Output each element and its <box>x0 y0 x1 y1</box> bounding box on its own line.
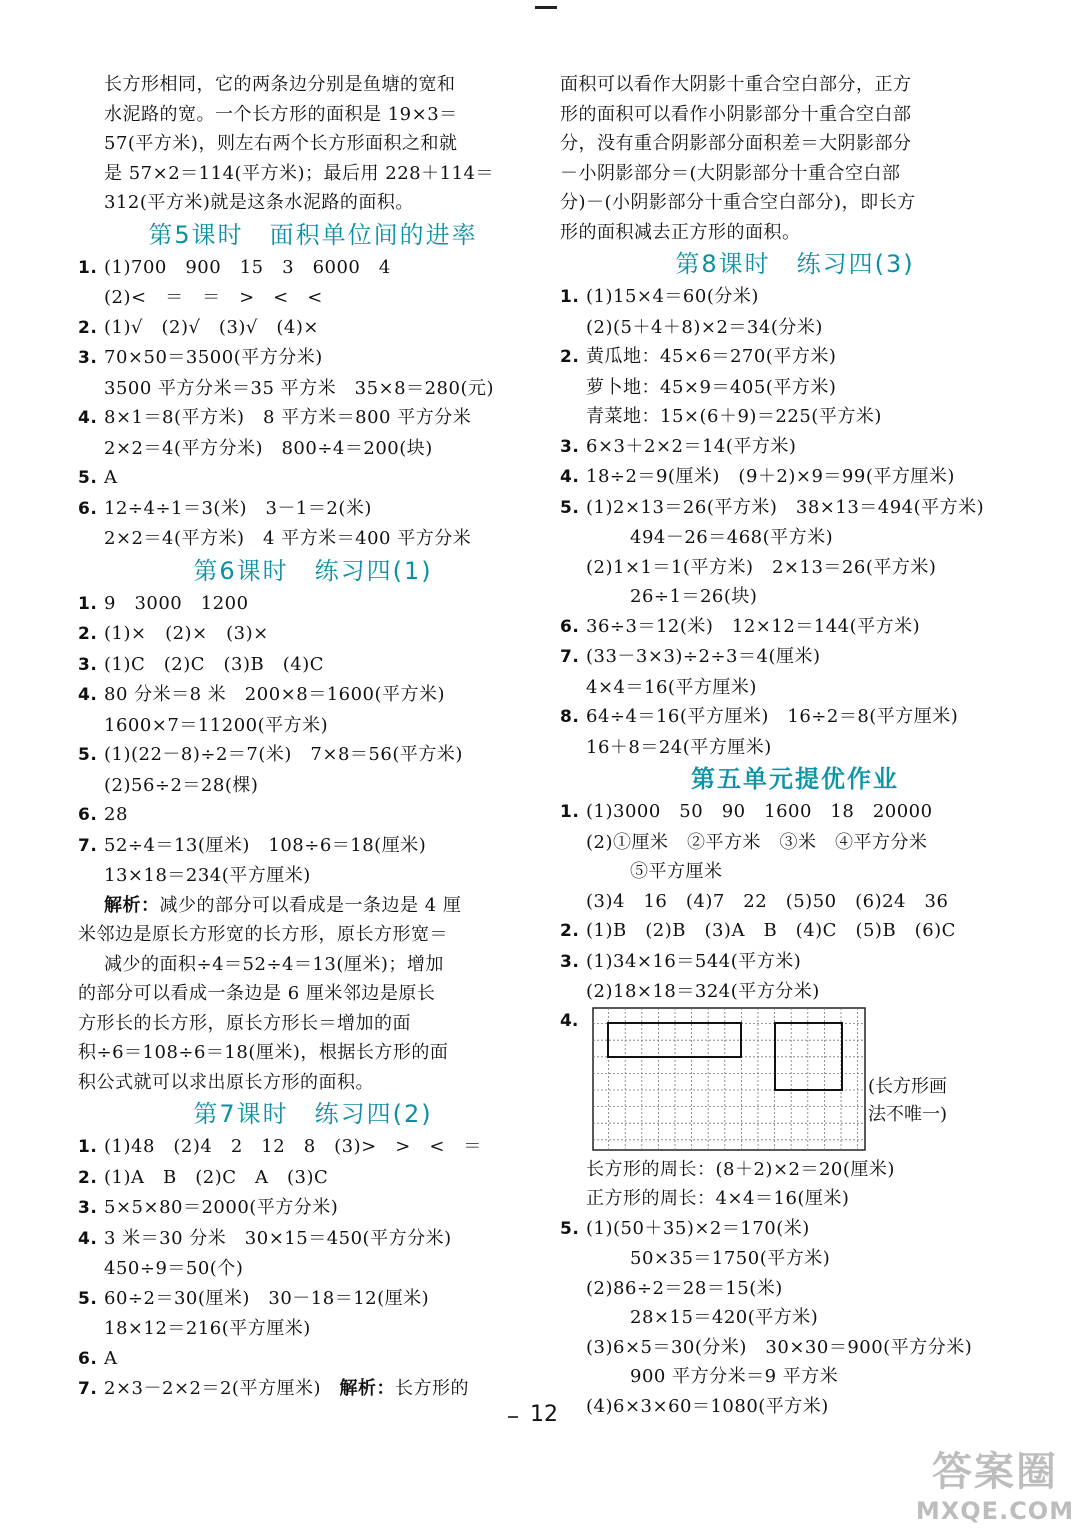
grid-figure <box>560 1007 1030 1155</box>
unit-5-answers <box>560 797 1030 1007</box>
list-item <box>78 619 548 650</box>
heading-lesson-6: 第6课时 练习四(1) <box>193 556 433 585</box>
answer-text: (2)56÷2＝28(棵) <box>104 774 259 796</box>
answer-text: 70×50＝3500(平方分米) <box>104 347 323 368</box>
list-number: 5. <box>78 1288 98 1309</box>
answer-text: A <box>104 1347 118 1369</box>
list-item <box>560 1214 1030 1245</box>
answer-text: (1)B (2)B (3)A B (4)C (5)B (6)C <box>586 920 956 941</box>
list-item <box>78 494 548 525</box>
list-item <box>560 916 1030 947</box>
list-number: 2. <box>560 347 580 367</box>
list-item <box>78 463 548 494</box>
answer-text: (1)C (2)C (3)B (4)C <box>104 653 325 675</box>
list-item <box>560 282 1030 313</box>
analysis-line: 解析：减少的部分可以看成是一条边是 4 厘 <box>104 894 462 916</box>
list-number: 5. <box>560 1218 580 1239</box>
analysis-line: 减少的面积÷4＝52÷4＝13(厘米)；增加 <box>104 953 444 975</box>
answer-text: (1)× (2)× (3)× <box>104 623 269 644</box>
answer-text: 4×4＝16(平方厘米) <box>586 676 757 698</box>
list-number: 2. <box>78 1167 98 1188</box>
list-item <box>78 740 548 771</box>
list-number: 1. <box>78 257 98 278</box>
list-item: 分，没有重合阴影部分面积差＝大阴影部分 <box>560 133 912 154</box>
list-item <box>78 1344 548 1375</box>
answer-text: 9 3000 1200 <box>104 592 249 614</box>
answer-text: 青菜地：15×(6＋9)＝225(平方米) <box>586 406 882 427</box>
list-item <box>78 711 548 741</box>
list-item <box>560 977 1030 1007</box>
list-item <box>78 313 548 344</box>
analysis-line: 米邻边是原长方形宽的长方形，原长方形宽＝ <box>78 924 448 945</box>
page-dash <box>508 1416 518 1418</box>
left-intro <box>78 70 548 218</box>
list-number: 4. <box>78 408 98 428</box>
list-item <box>78 343 548 374</box>
list-item: 水泥路的宽。一个长方形的面积是 19×3＝ <box>104 103 458 125</box>
list-number: 6. <box>560 616 580 637</box>
analysis-line: 的部分可以看成一条边是 6 厘米邻边是原长 <box>78 983 436 1004</box>
answer-text: 长方形的周长：(8＋2)×2＝20(厘米) <box>586 1158 895 1180</box>
list-number: 3. <box>78 1198 98 1218</box>
list-number: 8. <box>560 707 580 727</box>
answer-text: (1)34×16＝544(平方米) <box>586 950 802 972</box>
list-item <box>560 733 1030 763</box>
list-number: 6. <box>78 1348 98 1369</box>
list-item: 57(平方米)，则左右两个长方形面积之和就 <box>104 133 458 154</box>
unit-5-answers-cont <box>560 1155 1030 1422</box>
list-number: 3. <box>78 654 98 675</box>
answer-text: (3)6×5＝30(分米) 30×30＝900(平方分米) <box>586 1336 973 1358</box>
list-item <box>560 582 1030 612</box>
list-number: 1. <box>560 287 580 307</box>
list-item: 分)－(小阴影部分十重合空白部分)，即长方 <box>560 192 916 213</box>
list-number: 6. <box>78 498 98 519</box>
list-item <box>560 828 1030 858</box>
lesson-6-analysis <box>78 920 548 1097</box>
answer-text: 12÷4÷1＝3(米) 3－1＝2(米) <box>104 497 372 519</box>
analysis-line: 积公式就可以求出原长方形的面积。 <box>78 1071 374 1093</box>
list-item: 是 57×2＝114(平方米)；最后用 228＋114＝ <box>104 162 494 184</box>
answer-text: 6×3＋2×2＝14(平方米) <box>586 435 797 457</box>
list-item <box>560 493 1030 524</box>
heading-lesson-5: 第5课时 面积单位间的进率 <box>148 220 478 249</box>
answer-text: 5×5×80＝2000(平方分米) <box>104 1197 339 1218</box>
list-number: 3. <box>78 348 98 368</box>
list-item <box>560 313 1030 343</box>
answer-text: (2)(5＋4＋8)×2＝34(分米) <box>586 316 823 338</box>
list-item <box>78 283 548 313</box>
list-item <box>560 1155 1030 1185</box>
list-number: 1. <box>560 802 580 822</box>
right-intro <box>560 70 1030 247</box>
answer-text: 50×35＝1750(平方米) <box>630 1248 831 1269</box>
list-item <box>78 1224 548 1255</box>
list-item <box>560 1303 1030 1333</box>
answer-text: 8×1＝8(平方米) 8 平方米＝800 平方分米 <box>104 407 472 428</box>
grid-note: (长方形画 法不唯一) <box>868 1075 948 1125</box>
list-item <box>78 434 548 464</box>
answer-text: (1)(22－8)÷2＝7(米) 7×8＝56(平方米) <box>104 744 463 765</box>
answer-text: 28 <box>104 804 128 825</box>
answer-text: 2×2＝4(平方分米) 800÷4＝200(块) <box>104 437 433 459</box>
list-item <box>560 1362 1030 1392</box>
answer-text: (2)18×18＝324(平方分米) <box>586 981 820 1002</box>
list-number: 5. <box>560 497 580 518</box>
list-item <box>78 1132 548 1163</box>
answer-text: 3 米＝30 分米 30×15＝450(平方分米) <box>104 1227 452 1249</box>
list-item <box>78 680 548 711</box>
list-item <box>560 1274 1030 1304</box>
list-item <box>560 402 1030 432</box>
list-item: 形的面积可以看作小阴影部分十重合空白部 <box>560 103 912 125</box>
list-item <box>78 524 548 554</box>
list-number: 3. <box>560 951 580 972</box>
analysis-line: 积÷6＝108÷6＝18(厘米)，根据长方形的面 <box>78 1042 449 1063</box>
lesson-5-answers <box>78 253 548 554</box>
answer-text: 36÷3＝12(米) 12×12＝144(平方米) <box>586 615 921 637</box>
list-number: 4. <box>78 685 98 705</box>
answer-text: 64÷4＝16(平方厘米) 16÷2＝8(平方厘米) <box>586 706 959 727</box>
answer-text: 80 分米＝8 米 200×8＝1600(平方米) <box>104 684 446 705</box>
answer-text: 2×2＝4(平方米) 4 平方米＝400 平方分米 <box>104 528 472 549</box>
list-item <box>560 1244 1030 1274</box>
list-item <box>560 342 1030 373</box>
answer-text: (2)< ＝ ＝ > < < <box>104 287 323 308</box>
answer-text: 正方形的周长：4×4＝16(厘米) <box>586 1188 850 1209</box>
heading-lesson-7: 第7课时 练习四(2) <box>193 1100 433 1128</box>
list-number: 4. <box>560 1010 579 1031</box>
list-item <box>560 1184 1030 1214</box>
list-item <box>560 1392 1030 1422</box>
answer-text: (1)3000 50 90 1600 18 20000 <box>586 801 933 822</box>
answer-text: 26÷1＝26(块) <box>630 586 758 607</box>
list-item <box>78 374 548 404</box>
answer-text: 900 平方分米＝9 平方米 <box>630 1366 839 1387</box>
list-number: 3. <box>560 436 580 457</box>
answer-text: (33－3×3)÷2÷3＝4(厘米) <box>586 646 821 667</box>
answer-text: A <box>104 467 118 488</box>
answer-text: (1)700 900 15 3 6000 4 <box>104 256 391 278</box>
list-item <box>560 462 1030 493</box>
heading-lesson-8: 第8课时 练习四(3) <box>675 250 915 278</box>
list-number: 7. <box>560 647 580 667</box>
grid-drawing <box>592 1007 872 1153</box>
lesson-6-answers <box>78 589 548 891</box>
list-number: 2. <box>560 921 580 941</box>
lesson-7-answers <box>78 1132 548 1374</box>
analysis-line: 方形长的长方形，原长方形长＝增加的面 <box>78 1012 411 1034</box>
list-number: 2. <box>78 317 98 338</box>
answer-text: (3)4 16 (4)7 22 (5)50 (6)24 36 <box>586 890 949 912</box>
list-number: 7. <box>78 835 98 856</box>
answer-text: 28×15＝420(平方米) <box>630 1307 819 1328</box>
list-item: 长方形相同，它的两条边分别是鱼塘的宽和 <box>104 74 456 95</box>
list-number: 1. <box>78 1137 98 1157</box>
list-item <box>78 403 548 434</box>
answer-text: 494－26＝468(平方米) <box>630 527 834 548</box>
list-item: 形的面积减去正方形的面积。 <box>560 221 801 243</box>
list-number: 4. <box>78 1228 98 1249</box>
answer-text: 3500 平方分米＝35 平方米 35×8＝280(元) <box>104 377 494 399</box>
list-item <box>78 771 548 801</box>
list-item: 312(平方米)就是这条水泥路的面积。 <box>104 192 414 213</box>
answer-text: 1600×7＝11200(平方米) <box>104 714 329 736</box>
list-number: 4. <box>560 467 580 487</box>
answer-text: (1)A B (2)C A (3)C <box>104 1166 329 1188</box>
list-item <box>560 797 1030 828</box>
list-item <box>78 831 548 862</box>
list-number: 5. <box>78 745 98 765</box>
watermark-logo: 答案圈 MXQE.COM <box>915 1449 1075 1525</box>
answer-text: (1)√ (2)√ (3)√ (4)× <box>104 316 319 338</box>
list-item <box>560 857 1030 887</box>
answer-text: (2)1×1＝1(平方米) 2×13＝26(平方米) <box>586 556 937 578</box>
answer-text: (1)(50＋35)×2＝170(米) <box>586 1217 810 1239</box>
answer-text: (2)①厘米 ②平方米 ③米 ④平方分米 <box>586 831 928 853</box>
list-item <box>560 887 1030 917</box>
list-item <box>78 253 548 284</box>
answer-text: ⑤平方厘米 <box>630 861 723 882</box>
list-item <box>560 702 1030 733</box>
list-item <box>560 673 1030 703</box>
list-item <box>78 800 548 831</box>
list-item <box>560 523 1030 553</box>
list-item: －小阴影部分＝(大阴影部分十重合空白部 <box>560 162 901 184</box>
answer-text: (1)15×4＝60(分米) <box>586 286 759 307</box>
answer-text: 450÷9＝50(个) <box>104 1258 244 1279</box>
list-item <box>560 642 1030 673</box>
answer-text: (1)48 (2)4 2 12 8 (3)> > < ＝ <box>104 1136 482 1157</box>
list-number: 1. <box>78 593 98 614</box>
list-item <box>560 1333 1030 1363</box>
right-column <box>560 70 1030 1421</box>
answer-text: 黄瓜地：45×6＝270(平方米) <box>586 346 837 367</box>
answer-text: 萝卜地：45×9＝405(平方米) <box>586 376 837 398</box>
answer-text: 18÷2＝9(厘米) (9＋2)×9＝99(平方厘米) <box>586 466 955 487</box>
list-item <box>560 553 1030 583</box>
heading-unit-5: 第五单元提优作业 <box>691 765 899 793</box>
list-item <box>78 861 548 891</box>
list-number: 2. <box>78 624 98 644</box>
answer-text: 18×12＝216(平方厘米) <box>104 1318 311 1339</box>
list-item <box>78 650 548 681</box>
list-item: 面积可以看作大阴影十重合空白部分，正方 <box>560 74 912 95</box>
list-item <box>78 1314 548 1344</box>
answer-text: (1)2×13＝26(平方米) 38×13＝494(平方米) <box>586 496 985 518</box>
page-number: 12 <box>530 1402 558 1427</box>
lesson-8-answers <box>560 282 1030 762</box>
list-item: 7. 2×3－2×2＝2(平方厘米) 解析：长方形的 <box>78 1378 469 1399</box>
list-item <box>78 589 548 620</box>
list-number: 6. <box>78 805 98 825</box>
answer-text: (4)6×3×60＝1080(平方米) <box>586 1395 829 1417</box>
list-item <box>560 947 1030 978</box>
answer-text: 60÷2＝30(厘米) 30－18＝12(厘米) <box>104 1287 430 1309</box>
list-item <box>560 612 1030 643</box>
list-item <box>78 1193 548 1224</box>
list-item <box>560 432 1030 463</box>
left-column <box>78 70 548 1405</box>
answer-text: (2)86÷2＝28＝15(米) <box>586 1277 783 1299</box>
top-mark <box>535 6 557 9</box>
answer-text: 16＋8＝24(平方厘米) <box>586 736 772 758</box>
answer-text: 13×18＝234(平方厘米) <box>104 865 311 886</box>
list-item <box>78 1254 548 1284</box>
answer-text: 52÷4＝13(厘米) 108÷6＝18(厘米) <box>104 834 427 856</box>
list-number: 5. <box>78 468 98 488</box>
list-item <box>78 1163 548 1194</box>
list-item <box>78 1284 548 1315</box>
list-item <box>560 373 1030 403</box>
